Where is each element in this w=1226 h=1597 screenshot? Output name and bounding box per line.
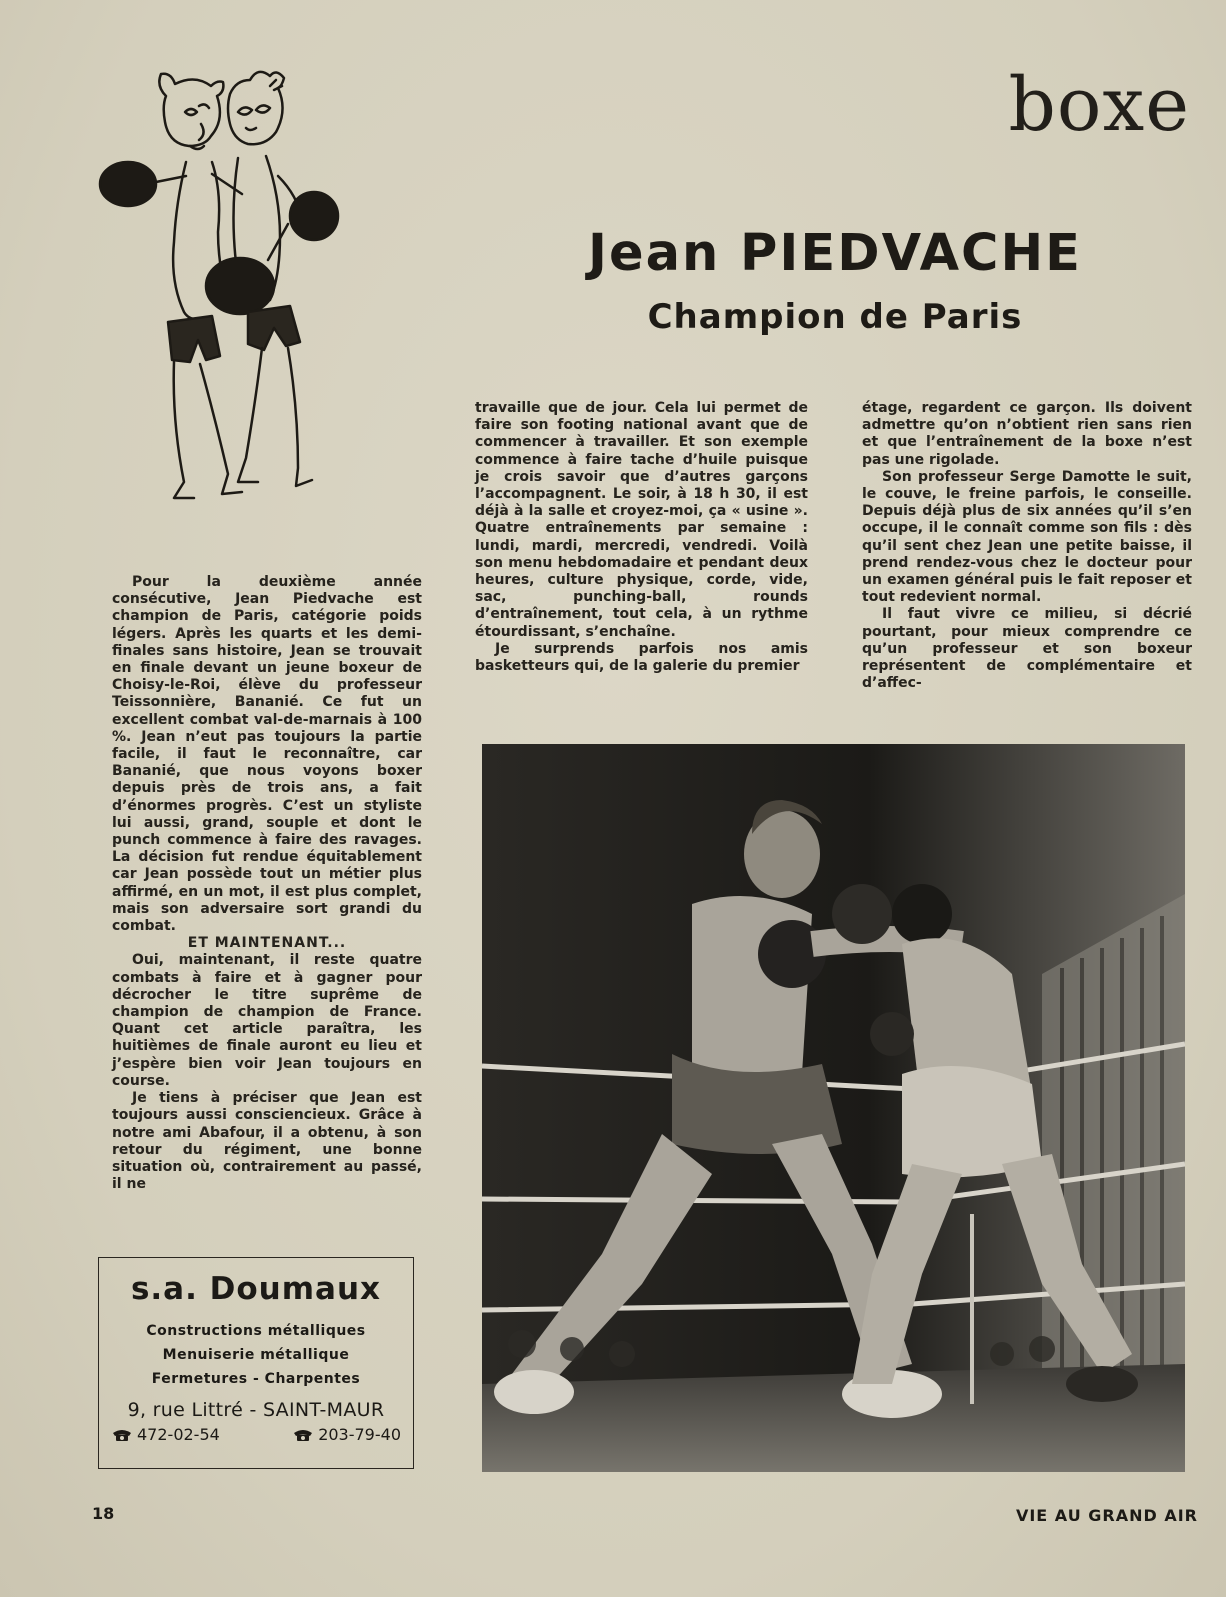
paragraph: Je surprends parfois nos amis basketteurs qui, de la galerie du premier xyxy=(475,640,808,675)
advertisement-box xyxy=(98,1257,414,1469)
article-column-middle xyxy=(475,400,808,675)
boxing-cartoon-icon xyxy=(88,66,370,526)
paragraph: Pour la deuxième année consécutive, Jean Piedvache est champion de Paris, catégorie poids légers. Après les quarts et les demi-finales sans histoire, Jean se trouvait en finale devant un jeune boxeur de Choisy-le-Roi, élève du professeur Teissonnière, Bananié. Ce fut un excellent combat val-de-marnais à 100 %. Jean n’eut pas toujours la partie facile, il faut le reconnaître, car Bananié, que nous voyons boxer depuis près de trois ans, a fait d’énormes progrès. C’est un styliste lui aussi, grand, souple et dont le punch commence à faire des ravages. La décision fut rendue équitablement car Jean possède tout un métier plus affirmé, en un mot, il est plus complet, mais son adversaire sort grandi du combat. xyxy=(112,574,422,935)
ad-company-name: s.a. Doumaux xyxy=(130,1271,382,1307)
section-subheading: ET MAINTENANT... xyxy=(187,935,347,952)
paragraph: Il faut vivre ce milieu, si décrié pourtant, pour mieux comprendre ce qu’un professeur et son boxeur représentent de complémentaire et d’affec- xyxy=(862,606,1192,692)
paragraph: Je tiens à préciser que Jean est toujours aussi consciencieux. Grâce à notre ami Abafour, il a obtenu, à son retour du régiment, une bonne situation où, contrairement au passé, il ne xyxy=(112,1090,422,1193)
ad-phone xyxy=(292,1425,401,1444)
magazine-title: VIE AU GRAND AIR xyxy=(1015,1506,1198,1525)
paragraph: Son professeur Serge Damotte le suit, le couve, le freine parfois, le conseille. Depuis déjà plus de six années qu’il s’en occupe, il le connaît comme son fils : dès qu’il sent chez Jean une petite baisse, il prend rendez-vous chez le docteur pour un examen général puis le fait reposer et tout redevient normal. xyxy=(862,468,1192,606)
page-number: 18 xyxy=(92,1504,115,1523)
paragraph: travaille que de jour. Cela lui permet de faire son footing national avant que de commencer à travailler. Et son exemple commence à faire tache d’huile puisque je crois savoir que d’autres garçons l’accompagnent. Le soir, à 18 h 30, il est déjà à la salle et croyez-moi, ça « usine ». Quatre entraînements par semaine : lundi, mardi, mercredi, vendredi. Voilà son menu hebdomadaire et pendant deux heures, culture physique, corde, vide, sac, punching-ball, rounds d’entraînement, tout cela, à un rythme étourdissant, s’enchaîne. xyxy=(475,400,808,640)
section-label: boxe xyxy=(1008,62,1190,148)
ad-phone-number: 203-79-40 xyxy=(318,1425,401,1444)
article-column-left xyxy=(112,574,422,1193)
ad-service-line: Constructions métalliques xyxy=(146,1323,366,1339)
ad-phone xyxy=(111,1425,220,1444)
boxing-match-photo xyxy=(482,744,1185,1472)
article-subtitle: Champion de Paris xyxy=(647,297,1023,337)
paragraph: étage, regardent ce garçon. Ils doivent admettre qu’on n’obtient rien sans rien et que l’entraînement de la boxe n’est pas une rigolade. xyxy=(862,400,1192,468)
article-column-right xyxy=(862,400,1192,692)
telephone-icon xyxy=(111,1428,133,1442)
article-title: Jean PIEDVACHE xyxy=(588,224,1082,283)
ad-address: 9, rue Littré - SAINT-MAUR xyxy=(127,1399,385,1421)
ad-service-line: Fermetures - Charpentes xyxy=(151,1371,361,1387)
ad-service-line: Menuiserie métallique xyxy=(162,1347,350,1363)
telephone-icon xyxy=(292,1428,314,1442)
paragraph: Oui, maintenant, il reste quatre combats à faire et à gagner pour décrocher le titre suprême de champion de champion de France. Quant cet article paraîtra, les huitièmes de finale auront eu lieu et j’espère bien voir Jean toujours en course. xyxy=(112,952,422,1089)
ad-phone-number: 472-02-54 xyxy=(137,1425,220,1444)
